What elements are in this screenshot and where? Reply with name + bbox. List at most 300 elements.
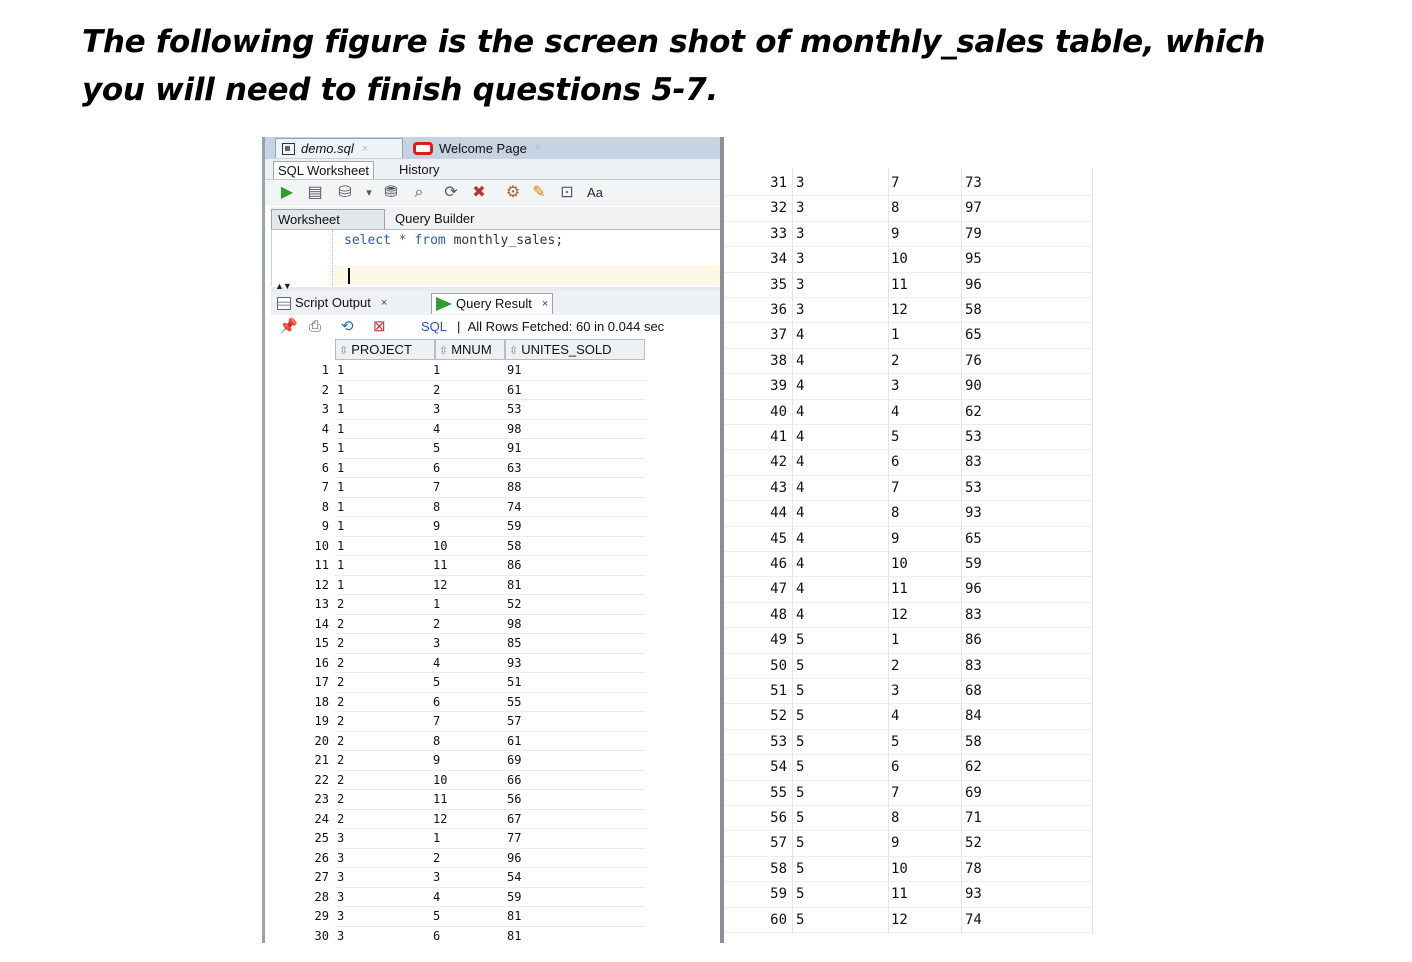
cell-project: 4 <box>796 352 805 369</box>
row-number: 51 <box>770 683 787 699</box>
table-row[interactable] <box>725 908 1093 933</box>
row-number: 13 <box>314 597 329 611</box>
cell-unites-sold: 84 <box>965 708 982 725</box>
cell-mnum: 8 <box>891 200 900 217</box>
cell-mnum: 2 <box>433 382 441 397</box>
close-icon[interactable]: × <box>380 297 388 309</box>
cell-unites-sold: 98 <box>507 421 522 436</box>
cell-project: 4 <box>796 505 805 522</box>
result-tabs <box>271 291 723 316</box>
table-row[interactable] <box>725 806 1093 831</box>
cell-unites-sold: 96 <box>965 276 982 293</box>
splitter-arrows-icon[interactable]: ▲▼ <box>275 281 291 291</box>
cell-project: 4 <box>796 403 805 420</box>
cell-project: 5 <box>796 683 805 699</box>
cell-unites-sold: 81 <box>507 577 522 592</box>
cell-unites-sold: 77 <box>507 831 522 845</box>
cell-project: 2 <box>337 733 345 748</box>
row-number: 14 <box>314 616 329 631</box>
cell-project: 2 <box>337 655 345 670</box>
cell-mnum: 9 <box>891 225 900 242</box>
cell-unites-sold: 61 <box>507 733 522 748</box>
cell-mnum: 5 <box>433 675 441 689</box>
cell-unites-sold: 83 <box>965 454 982 471</box>
row-number: 44 <box>770 505 787 522</box>
row-number: 42 <box>770 454 787 471</box>
table-row[interactable] <box>275 439 645 459</box>
row-number: 45 <box>770 530 787 547</box>
cell-project: 5 <box>796 784 805 801</box>
cell-project: 1 <box>337 577 345 592</box>
autotrace-icon[interactable]: ⟳ <box>444 184 458 201</box>
sql-statement[interactable]: select * from monthly_sales; <box>344 233 564 248</box>
table-row[interactable] <box>275 634 645 654</box>
table-row[interactable] <box>725 704 1093 729</box>
cell-project: 3 <box>796 225 805 242</box>
editor-gutter <box>272 230 333 286</box>
row-number: 18 <box>314 694 329 709</box>
table-row[interactable] <box>725 323 1093 348</box>
table-row[interactable] <box>725 501 1093 526</box>
table-row[interactable] <box>725 654 1093 679</box>
cell-mnum: 7 <box>433 714 441 728</box>
cell-project: 3 <box>796 302 805 318</box>
cell-unites-sold: 52 <box>965 835 982 852</box>
table-row[interactable] <box>275 517 645 537</box>
cell-project: 4 <box>796 479 805 496</box>
cell-project: 2 <box>337 616 345 631</box>
cell-project: 2 <box>337 597 345 611</box>
cell-project: 1 <box>337 460 345 475</box>
row-number: 33 <box>770 225 787 242</box>
row-number: 46 <box>770 556 787 572</box>
cell-unites-sold: 58 <box>965 302 982 318</box>
row-number: 26 <box>314 850 329 865</box>
tab-worksheet[interactable]: Worksheet <box>271 209 385 229</box>
cell-mnum: 4 <box>891 708 900 725</box>
table-row[interactable] <box>275 829 645 849</box>
tab-demo-sql[interactable] <box>275 138 403 158</box>
sort-icon: ⇳ <box>509 345 519 357</box>
clear-icon[interactable]: ✖ <box>472 184 486 201</box>
close-icon[interactable]: × <box>534 142 542 154</box>
cell-mnum: 12 <box>891 302 908 318</box>
cell-mnum: 8 <box>891 810 900 826</box>
cell-project: 2 <box>337 675 345 689</box>
cell-unites-sold: 81 <box>507 928 522 943</box>
table-row[interactable] <box>725 857 1093 882</box>
worksheet-mode-tabs <box>271 207 723 230</box>
table-row[interactable] <box>275 654 645 674</box>
table-row[interactable] <box>275 361 645 381</box>
table-row[interactable] <box>275 888 645 908</box>
row-number: 54 <box>770 759 787 776</box>
cell-unites-sold: 76 <box>965 352 982 369</box>
cell-unites-sold: 66 <box>507 772 522 787</box>
table-row[interactable] <box>725 476 1093 501</box>
cell-project: 1 <box>337 382 345 397</box>
cell-mnum: 12 <box>891 911 908 928</box>
table-row[interactable] <box>725 755 1093 780</box>
cell-unites-sold: 54 <box>507 870 522 884</box>
query-result-grid[interactable] <box>275 339 723 943</box>
cell-mnum: 4 <box>433 421 441 436</box>
cell-project: 1 <box>337 499 345 514</box>
cell-unites-sold: 97 <box>965 200 982 217</box>
table-row[interactable] <box>275 751 645 771</box>
table-row[interactable] <box>275 556 645 576</box>
cell-project: 4 <box>796 556 805 572</box>
tab-welcome-page[interactable] <box>407 138 577 158</box>
table-row[interactable] <box>725 730 1093 755</box>
table-row[interactable] <box>275 478 645 498</box>
row-number: 9 <box>321 519 329 533</box>
row-number: 40 <box>770 403 787 420</box>
table-row[interactable] <box>275 927 645 944</box>
row-number: 58 <box>770 860 787 877</box>
table-row[interactable] <box>725 628 1093 653</box>
table-row[interactable] <box>725 679 1093 704</box>
cell-unites-sold: 93 <box>965 886 982 903</box>
sort-icon: ⇳ <box>339 345 349 357</box>
cell-project: 4 <box>796 581 805 598</box>
tab-history[interactable]: History <box>399 162 440 177</box>
table-row[interactable] <box>725 298 1093 323</box>
row-number: 39 <box>770 378 787 395</box>
row-number: 52 <box>770 708 787 725</box>
cell-project: 5 <box>796 759 805 776</box>
cell-project: 3 <box>337 889 345 904</box>
cell-mnum: 10 <box>891 251 908 268</box>
table-row[interactable] <box>275 498 645 518</box>
cell-project: 4 <box>796 378 805 395</box>
cell-mnum: 3 <box>433 636 441 650</box>
sql-link[interactable]: SQL <box>421 319 448 334</box>
row-number: 60 <box>770 911 787 928</box>
cell-mnum: 12 <box>433 577 448 592</box>
cell-mnum: 11 <box>433 558 448 572</box>
row-number: 47 <box>770 581 787 598</box>
table-row[interactable] <box>275 459 645 479</box>
cell-mnum: 2 <box>433 850 441 865</box>
row-number: 59 <box>770 886 787 903</box>
cell-mnum: 3 <box>433 402 441 416</box>
cell-project: 3 <box>337 870 345 884</box>
result-toolbar <box>271 315 723 339</box>
cell-unites-sold: 96 <box>965 581 982 598</box>
row-number: 36 <box>770 302 787 318</box>
cell-unites-sold: 51 <box>507 675 522 689</box>
tab-query-builder[interactable]: Query Builder <box>395 211 475 226</box>
cell-unites-sold: 98 <box>507 616 522 631</box>
cell-unites-sold: 90 <box>965 378 982 395</box>
cell-unites-sold: 91 <box>507 441 522 455</box>
table-row[interactable] <box>275 615 645 635</box>
table-row[interactable] <box>275 907 645 927</box>
cell-mnum: 8 <box>433 499 441 514</box>
table-row[interactable] <box>275 673 645 693</box>
cell-mnum: 10 <box>891 556 908 572</box>
table-row[interactable] <box>275 771 645 791</box>
cell-project: 4 <box>796 606 805 623</box>
cell-project: 3 <box>337 831 345 845</box>
rollback-icon[interactable]: ⛃ <box>384 184 398 201</box>
table-row[interactable] <box>725 603 1093 628</box>
cell-unites-sold: 68 <box>965 683 982 699</box>
column-header-project[interactable]: ⇳ PROJECT <box>335 339 435 360</box>
run-script-icon[interactable]: ▤ <box>307 184 323 201</box>
cell-mnum: 6 <box>433 460 441 475</box>
query-result-icon <box>436 297 452 311</box>
oracle-icon <box>413 142 433 155</box>
table-row[interactable] <box>725 273 1093 298</box>
table-row[interactable] <box>275 400 645 420</box>
cell-unites-sold: 73 <box>965 175 982 191</box>
row-number: 5 <box>321 441 329 455</box>
table-row[interactable] <box>275 712 645 732</box>
dropdown-arrow-icon[interactable]: ▾ <box>366 187 372 199</box>
table-row[interactable] <box>725 171 1093 196</box>
cell-mnum: 1 <box>891 632 900 649</box>
row-number: 48 <box>770 606 787 623</box>
cell-mnum: 3 <box>891 683 900 699</box>
table-row[interactable] <box>725 247 1093 272</box>
cell-mnum: 9 <box>891 530 900 547</box>
cell-unites-sold: 69 <box>965 784 982 801</box>
cell-project: 1 <box>337 538 345 553</box>
cell-mnum: 11 <box>891 276 908 293</box>
tab-label: Welcome Page <box>439 140 527 156</box>
row-number: 57 <box>770 835 787 852</box>
cell-unites-sold: 95 <box>965 251 982 268</box>
tab-label: demo.sql <box>301 141 354 156</box>
row-number: 50 <box>770 657 787 674</box>
table-row[interactable] <box>725 374 1093 399</box>
row-number: 12 <box>314 577 329 592</box>
table-row[interactable] <box>275 810 645 830</box>
cell-unites-sold: 85 <box>507 636 522 650</box>
cell-unites-sold: 53 <box>507 402 522 416</box>
sort-icon: ⇳ <box>439 345 449 357</box>
cell-mnum: 11 <box>891 581 908 598</box>
cell-mnum: 2 <box>891 352 900 369</box>
row-number: 6 <box>321 460 329 475</box>
cell-project: 5 <box>796 810 805 826</box>
cell-mnum: 9 <box>433 519 441 533</box>
cell-unites-sold: 93 <box>965 505 982 522</box>
table-row[interactable] <box>275 693 645 713</box>
pin-icon[interactable]: 📌 <box>279 318 298 335</box>
row-number: 3 <box>321 402 329 416</box>
cell-mnum: 9 <box>891 835 900 852</box>
table-row[interactable] <box>725 349 1093 374</box>
query-result-grid-continued[interactable] <box>725 168 1093 934</box>
cell-unites-sold: 83 <box>965 657 982 674</box>
table-row[interactable] <box>275 381 645 401</box>
row-number: 55 <box>770 784 787 801</box>
cell-project: 3 <box>796 276 805 293</box>
cell-mnum: 2 <box>891 657 900 674</box>
cell-mnum: 7 <box>891 784 900 801</box>
commit-icon[interactable]: ⛁ <box>338 184 352 201</box>
cell-mnum: 6 <box>433 694 441 709</box>
fetch-status: | All Rows Fetched: 60 in 0.044 sec <box>457 319 665 334</box>
row-number: 1 <box>321 363 329 377</box>
table-row[interactable] <box>275 790 645 810</box>
cell-project: 5 <box>796 911 805 928</box>
row-number: 28 <box>314 889 329 904</box>
sql-tuning-icon[interactable]: ⚙ <box>505 184 521 201</box>
cell-unites-sold: 53 <box>965 429 982 445</box>
table-row[interactable] <box>725 577 1093 602</box>
cell-unites-sold: 55 <box>507 694 522 709</box>
eraser-icon[interactable]: ✎ <box>532 184 546 201</box>
row-number: 20 <box>314 733 329 748</box>
cell-project: 3 <box>337 909 345 923</box>
row-number: 4 <box>321 421 329 436</box>
table-row[interactable] <box>275 420 645 440</box>
cell-mnum: 12 <box>891 606 908 623</box>
cell-unites-sold: 74 <box>507 499 522 514</box>
table-row[interactable] <box>725 552 1093 577</box>
tab-query-result[interactable]: Query Result × <box>431 293 553 314</box>
row-number: 10 <box>314 538 329 553</box>
cell-project: 3 <box>796 251 805 268</box>
cell-project: 4 <box>796 429 805 445</box>
cell-mnum: 12 <box>433 811 448 826</box>
table-row[interactable] <box>275 595 645 615</box>
cell-unites-sold: 96 <box>507 850 522 865</box>
script-output-icon <box>277 297 291 310</box>
cell-mnum: 1 <box>891 327 900 344</box>
worksheet-toolbar <box>265 180 723 206</box>
cell-project: 1 <box>337 519 345 533</box>
cell-unites-sold: 57 <box>507 714 522 728</box>
cancel-query-icon[interactable]: ⊠ <box>373 318 386 335</box>
row-number: 8 <box>321 499 329 514</box>
cell-mnum: 4 <box>433 655 441 670</box>
cell-project: 2 <box>337 753 345 767</box>
column-header-mnum[interactable]: ⇳ MNUM <box>435 339 505 360</box>
row-number: 41 <box>770 429 787 445</box>
tab-script-output[interactable]: Script Output × <box>273 293 391 313</box>
table-row[interactable] <box>725 400 1093 425</box>
table-row[interactable] <box>725 425 1093 450</box>
cell-mnum: 7 <box>433 480 441 494</box>
close-icon[interactable]: × <box>541 298 549 310</box>
cell-unites-sold: 56 <box>507 792 522 806</box>
row-number: 16 <box>314 655 329 670</box>
row-number: 2 <box>321 382 329 397</box>
explain-plan-icon[interactable]: ⌕ <box>414 184 424 201</box>
row-number: 29 <box>314 909 329 923</box>
table-row[interactable] <box>275 732 645 752</box>
cell-mnum: 5 <box>433 909 441 923</box>
cell-unites-sold: 63 <box>507 460 522 475</box>
cell-project: 1 <box>337 480 345 494</box>
cell-unites-sold: 59 <box>965 556 982 572</box>
cell-project: 2 <box>337 694 345 709</box>
row-number: 15 <box>314 636 329 650</box>
cell-project: 3 <box>337 850 345 865</box>
row-number: 34 <box>770 251 787 268</box>
tab-sql-worksheet[interactable]: SQL Worksheet <box>273 161 374 179</box>
history-icon[interactable]: ⊡ <box>560 184 574 201</box>
cell-project: 2 <box>337 714 345 728</box>
table-row[interactable] <box>275 868 645 888</box>
row-number: 17 <box>314 675 329 689</box>
cell-project: 4 <box>796 454 805 471</box>
table-row[interactable] <box>725 527 1093 552</box>
print-icon[interactable]: ⎙ <box>309 318 322 335</box>
close-icon[interactable]: × <box>361 142 369 155</box>
table-row[interactable] <box>725 882 1093 907</box>
cell-mnum: 3 <box>433 870 441 884</box>
cell-project: 5 <box>796 708 805 725</box>
row-number: 43 <box>770 479 787 496</box>
column-divider <box>961 168 962 934</box>
row-number: 30 <box>314 928 329 943</box>
row-number: 32 <box>770 200 787 217</box>
text-caret <box>348 268 350 284</box>
sql-editor[interactable] <box>271 230 723 286</box>
cell-mnum: 10 <box>891 860 908 877</box>
table-row[interactable] <box>725 831 1093 856</box>
editor-tab-bar <box>265 137 723 159</box>
table-row[interactable] <box>275 576 645 596</box>
cell-mnum: 6 <box>891 759 900 776</box>
table-row[interactable] <box>725 450 1093 475</box>
table-row[interactable] <box>275 849 645 869</box>
row-number: 23 <box>314 792 329 806</box>
cell-unites-sold: 67 <box>507 811 522 826</box>
cell-unites-sold: 78 <box>965 860 982 877</box>
column-header-unites-sold[interactable]: ⇳ UNITES_SOLD <box>505 339 645 360</box>
cell-project: 2 <box>337 811 345 826</box>
cell-unites-sold: 65 <box>965 327 982 344</box>
file-icon <box>282 143 295 155</box>
column-divider <box>1092 168 1093 934</box>
cell-project: 5 <box>796 657 805 674</box>
table-row[interactable] <box>725 196 1093 221</box>
cell-mnum: 3 <box>891 378 900 395</box>
cell-unites-sold: 69 <box>507 753 522 767</box>
run-statement-icon[interactable]: ▶ <box>280 184 294 201</box>
row-number: 38 <box>770 352 787 369</box>
row-number: 21 <box>314 753 329 767</box>
row-number: 53 <box>770 733 787 750</box>
cell-unites-sold: 62 <box>965 403 982 420</box>
cell-mnum: 5 <box>433 441 441 455</box>
cell-mnum: 1 <box>433 363 441 377</box>
cell-unites-sold: 83 <box>965 606 982 623</box>
refresh-icon[interactable]: ⟲ <box>341 318 354 335</box>
cell-mnum: 10 <box>433 538 448 553</box>
cell-unites-sold: 81 <box>507 909 522 923</box>
column-divider <box>888 168 889 934</box>
cell-project: 1 <box>337 421 345 436</box>
table-row[interactable] <box>725 781 1093 806</box>
row-number: 19 <box>314 714 329 728</box>
cell-mnum: 11 <box>891 886 908 903</box>
row-number: 24 <box>314 811 329 826</box>
cell-project: 3 <box>796 175 805 191</box>
cell-mnum: 1 <box>433 831 441 845</box>
column-divider <box>792 168 793 934</box>
table-row[interactable] <box>275 537 645 557</box>
format-case-icon[interactable]: Aa <box>587 185 603 200</box>
table-row[interactable] <box>725 222 1093 247</box>
